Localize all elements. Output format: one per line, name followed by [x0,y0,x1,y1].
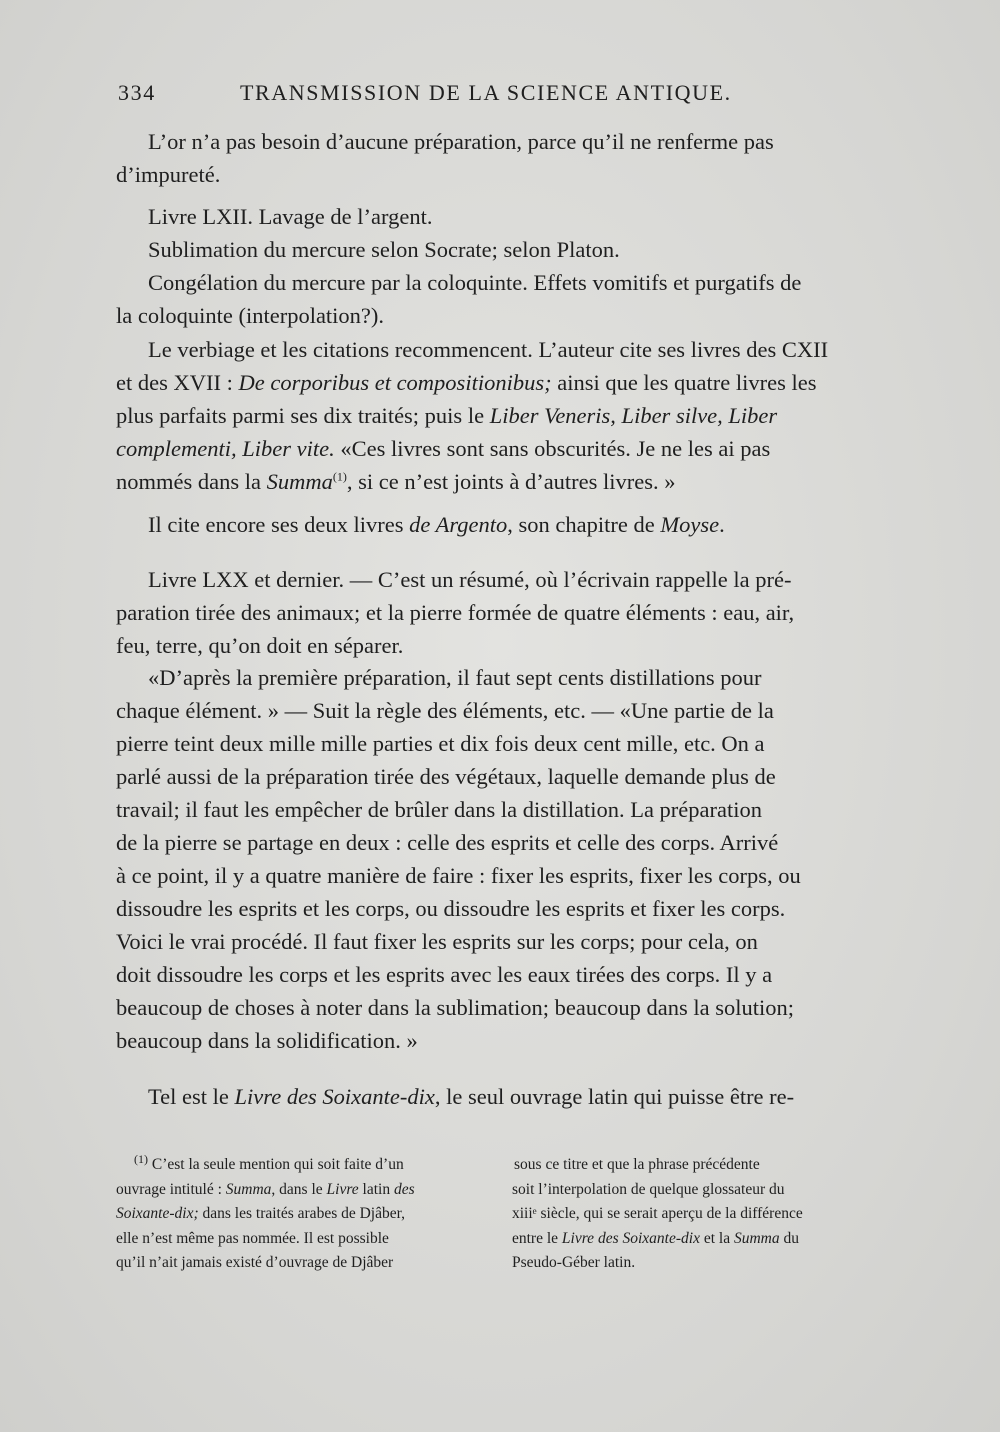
book-title: Summa [225,1180,272,1198]
text-line: à ce point, il y a quatre manière de faire : fixer les esprits, fixer les corps, ou [116,863,801,888]
paragraph-livre-lxx [116,563,888,662]
text-fragment: nommés dans la [116,469,267,494]
text-line: travail; il faut les empêcher de brûler dans la distillation. La préparation [116,797,763,822]
book-title: Livre des Soixante-dix [234,1084,435,1109]
text-fragment: Tel est le [148,1084,235,1109]
text-line [116,366,888,399]
text-line: feu, terre, qu’on doit en séparer. [116,633,404,658]
text-fragment: ouvrage intitulé : [116,1180,226,1198]
text-fragment: dans les traités arabes de Djâber, [198,1205,406,1222]
text-fragment: latin [358,1180,394,1198]
footnote-line [116,1178,476,1203]
book-title: Summa [266,469,333,494]
footnote-number: (1) [134,1151,148,1166]
text-line: d’impureté. [116,162,221,187]
text-line [116,465,888,498]
text-fragment: , le seul ouvrage latin qui puisse être re- [434,1084,795,1109]
book-title: Summa [733,1229,780,1247]
text-line: Sublimation du mercure selon Socrate; selon Platon. [148,237,620,262]
book-title: des [393,1180,415,1198]
footnote-line: xiiiᵉ siècle, qui se serait aperçu de la différence [512,1205,803,1222]
text-line: doit dissoudre les corps et les esprits avec les eaux tirées des corps. Il y a [116,962,773,987]
text-fragment: C’est la seule mention qui soit faite d’un [148,1156,404,1173]
text-fragment: et la [699,1229,734,1247]
book-title: De corporibus et compositionibus; [238,370,552,395]
text-line: «D’après la première préparation, il faut sept cents distillations pour [148,665,762,690]
footnote-line: elle n’est même pas nommée. Il est possible [116,1229,389,1247]
text-line [116,508,888,541]
text-line: Voici le vrai procédé. Il faut fixer les esprits sur les corps; pour cela, on [116,929,758,954]
text-fragment: , si ce n’est joints à d’autres livres. » [346,469,676,494]
text-fragment: , son chapitre de [507,512,661,537]
running-title: TRANSMISSION DE LA SCIENCE ANTIQUE. [240,80,732,105]
text-line: pierre teint deux mille mille parties et dix fois deux cent mille, etc. On a [116,731,765,756]
paragraph-quote [116,661,888,1057]
text-fragment: plus parfaits parmi ses dix traités; puis le [116,403,490,428]
text-fragment: ainsi que les quatre livres les [551,370,817,395]
book-title: Moyse [660,512,720,537]
text-line: Livre LXII. Lavage de l’argent. [148,204,433,229]
footnote-line: Pseudo-Géber latin. [512,1254,636,1271]
book-title: Soixante-dix; [116,1205,199,1222]
text-line: de la pierre se partage en deux : celle des esprits et celle des corps. Arrivé [116,830,779,855]
text-line: L’or n’a pas besoin d’aucune préparation, parce qu’il ne renferme pas [148,129,774,154]
text-fragment: Il cite encore ses deux livres [148,512,410,537]
text-fragment: et des XVII : [116,370,239,395]
text-fragment: «Ces livres sont sans obscurités. Je ne les ai pas [334,436,771,461]
footnote-line [116,1202,476,1227]
footnote-line: qu’il n’ait jamais existé d’ouvrage de Djâber [116,1254,394,1271]
paragraph-cite-encore [116,508,888,541]
text-line: Le verbiage et les citations recommencent. L’auteur cite ses livres des CXII [148,337,829,362]
footnote-left-column [116,1153,476,1276]
text-line: paration tirée des animaux; et la pierre formée de quatre éléments : eau, air, [116,600,795,625]
footnote-line: soit l’interpolation de quelque glossateur du [512,1180,785,1198]
text-line [116,399,888,432]
text-line: la coloquinte (interpolation?). [116,303,385,328]
text-fragment: du [779,1229,799,1247]
text-line: Livre LXX et dernier. — C’est un résumé, où l’écrivain rappelle la pré- [148,567,792,592]
page-number: 334 [118,80,156,105]
text-line: dissoudre les esprits et les corps, ou dissoudre les esprits et fixer les corps. [116,896,786,921]
book-title: Livre [326,1180,359,1198]
paragraph-verbiage [116,333,888,498]
book-title: de Argento [409,512,508,537]
book-title: Liber Veneris, Liber silve, Liber [489,403,778,428]
running-header [118,80,888,114]
paragraph-congelation [116,266,888,332]
book-title: complementi, Liber vite. [116,436,335,461]
paragraph-livre-lxii [116,200,888,233]
text-line: chaque élément. » — Suit la règle des éléments, etc. — «Une partie de la [116,698,774,723]
footnote-right-column [512,1153,882,1276]
book-title: Livre des Soixante-dix [561,1229,700,1247]
paragraph-gold [116,125,888,191]
footnote-marker: (1) [332,469,347,484]
text-fragment: entre le [512,1229,562,1247]
text-fragment: . [719,512,725,537]
footnote-line [116,1153,476,1178]
text-line: parlé aussi de la préparation tirée des végétaux, laquelle demande plus de [116,764,776,789]
text-line [116,432,888,465]
paragraph-sublimation [116,233,888,266]
text-fragment: , dans le [271,1180,327,1198]
paragraph-conclusion [116,1080,888,1113]
text-line: beaucoup dans la solidification. » [116,1028,418,1053]
text-line: beaucoup de choses à noter dans la sublimation; beaucoup dans la solution; [116,995,794,1020]
footnote-line: sous ce titre et que la phrase précédente [514,1156,760,1173]
text-line [116,1080,888,1113]
footnote-line [512,1227,882,1252]
text-line: Congélation du mercure par la coloquinte. Effets vomitifs et purgatifs de [148,270,802,295]
